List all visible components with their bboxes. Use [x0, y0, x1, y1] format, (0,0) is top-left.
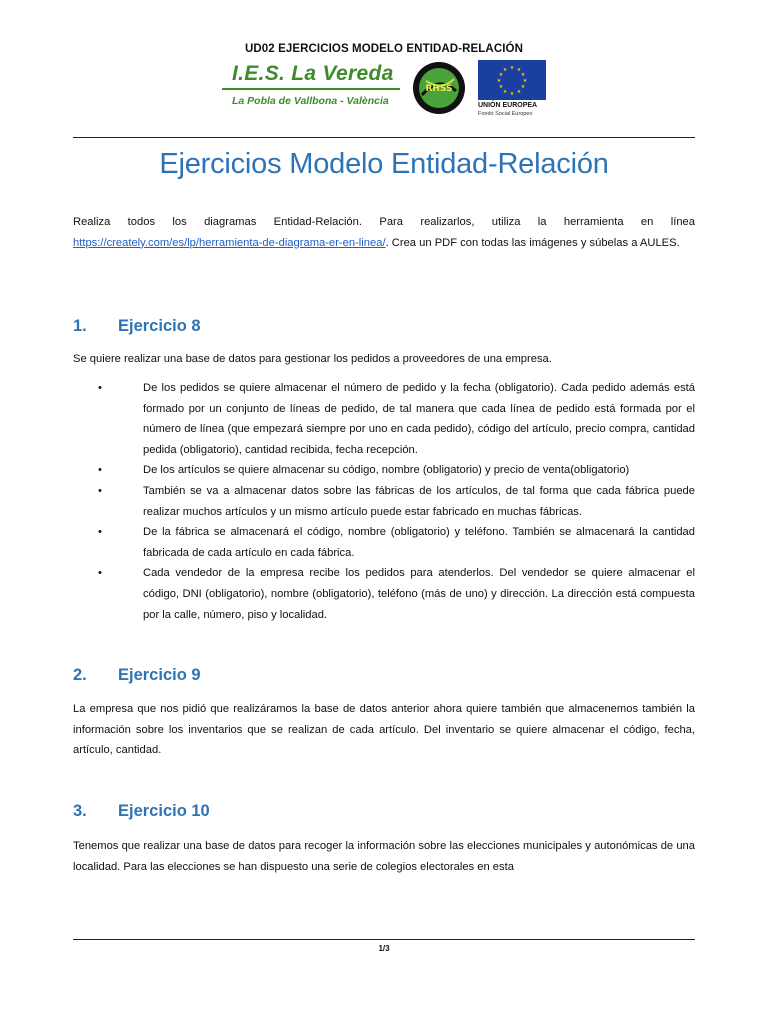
page-number: 1/3: [378, 944, 390, 953]
school-name: I.E.S. La Vereda: [232, 62, 394, 85]
eu-flag-icon: [478, 60, 546, 100]
svg-text:★: ★: [516, 67, 522, 73]
school-logo: [222, 58, 402, 114]
intro-text-before: Realiza todos los diagramas Entidad-Relación. Para realizarlos, utiliza la herramienta en línea: [73, 216, 695, 228]
list-item: [73, 460, 695, 481]
intro-paragraph: [73, 212, 695, 253]
bullet-icon: •: [98, 526, 102, 539]
eu-subtitle: Fondo Social Europeo: [478, 111, 533, 117]
svg-text:★: ★: [520, 84, 526, 90]
header-document-title: UD02 EJERCICIOS MODELO ENTIDAD-RELACIÓN: [244, 43, 523, 55]
school-emblem-icon: [412, 61, 466, 115]
section-number: 2.: [73, 666, 87, 684]
svg-text:★: ★: [498, 72, 504, 78]
section-number: 1.: [73, 317, 87, 335]
bullet-text: De los artículos se quiere almacenar su código, nombre (obligatorio) y precio de venta(obligatorio): [143, 464, 630, 477]
section-heading-ejercicio-8: [73, 317, 201, 336]
svg-text:★: ★: [509, 91, 515, 97]
svg-text:★: ★: [498, 84, 504, 90]
list-item: [73, 522, 695, 563]
bullet-text: Cada vendedor de la empresa recibe los pedidos para atenderlos. Del vendedor se quiere almacenar el código, DNI (obligatorio), nombre (obligatorio), teléfono (más de uno) y dirección. La dirección está compuesta por la calle, número, piso y localidad.: [143, 567, 695, 621]
bullet-icon: •: [98, 382, 102, 394]
section-1-paragraph: Se quiere realizar una base de datos para gestionar los pedidos a proveedores de una empresa.: [73, 353, 552, 365]
section-heading-ejercicio-9: [73, 666, 201, 685]
footer-divider: [73, 939, 695, 940]
header-divider: [73, 137, 695, 138]
bullet-icon: •: [98, 567, 102, 580]
svg-text:★: ★: [502, 67, 508, 73]
page-title: Ejercicios Modelo Entidad-Relación: [159, 148, 609, 180]
eu-logo: [476, 60, 548, 120]
intro-text-after: . Crea un PDF con todas las imágenes y súbelas a AULES.: [385, 236, 680, 249]
svg-text:★: ★: [496, 78, 502, 84]
section-title: Ejercicio 10: [118, 802, 210, 820]
section-title: Ejercicio 9: [118, 666, 201, 684]
svg-text:★: ★: [502, 89, 508, 95]
section-number: 3.: [73, 802, 87, 820]
section-1-bullet-list: [73, 378, 695, 625]
list-item: [73, 481, 695, 522]
section-title: Ejercicio 8: [118, 317, 201, 335]
svg-text:★: ★: [516, 89, 522, 95]
section-heading-ejercicio-10: [73, 802, 210, 821]
section-2-paragraph: La empresa que nos pidió que realizáramos la base de datos anterior ahora quiere también que almacenemos también la información sobre los inventarios que se realizan de cada artículo. Del inventario se quiere almacenar el código, fecha, artículo, cantidad.: [73, 703, 695, 757]
bullet-icon: •: [98, 464, 102, 477]
svg-text:★: ★: [522, 78, 528, 84]
svg-text:★: ★: [509, 65, 515, 71]
section-3-paragraph: Tenemos que realizar una base de datos para recoger la información sobre las elecciones municipales y autonómicas de una localidad. Para las elecciones se han dispuesto una serie de colegios electorales en esta: [73, 840, 695, 873]
svg-text:★: ★: [520, 72, 526, 78]
school-location: La Pobla de Vallbona - València: [232, 95, 389, 107]
bullet-text: De la fábrica se almacenará el código, nombre (obligatorio) y teléfono. También se almacenará la cantidad fabricada de cada artículo en cada fábrica.: [143, 526, 695, 559]
eu-title: UNIÓN EUROPEA: [478, 102, 538, 109]
list-item: [73, 378, 695, 460]
school-logo-underline: [222, 88, 400, 90]
emblem-label: RHSS: [425, 84, 453, 94]
creately-link[interactable]: https://creately.com/es/lp/herramienta-de-diagrama-er-en-linea/: [73, 236, 386, 249]
bullet-icon: •: [98, 484, 102, 497]
bullet-text: También se va a almacenar datos sobre las fábricas de los artículos, de tal forma que cada fábrica puede realizar muchos artículos y un mismo artículo puede estar fabricado en muchas fábricas.: [143, 484, 695, 518]
bullet-text: De los pedidos se quiere almacenar el número de pedido y la fecha (obligatorio). Cada pedido además está formado por un conjunto de líneas de pedido, de tal manera que cada línea de pedido está formada por el número de línea (que empezará siempre por uno en cada pedido), código del artículo, precio compra, cantidad pedida (obligatorio), cantidad recibida, fecha recepción.: [143, 382, 695, 456]
list-item: [73, 563, 695, 625]
